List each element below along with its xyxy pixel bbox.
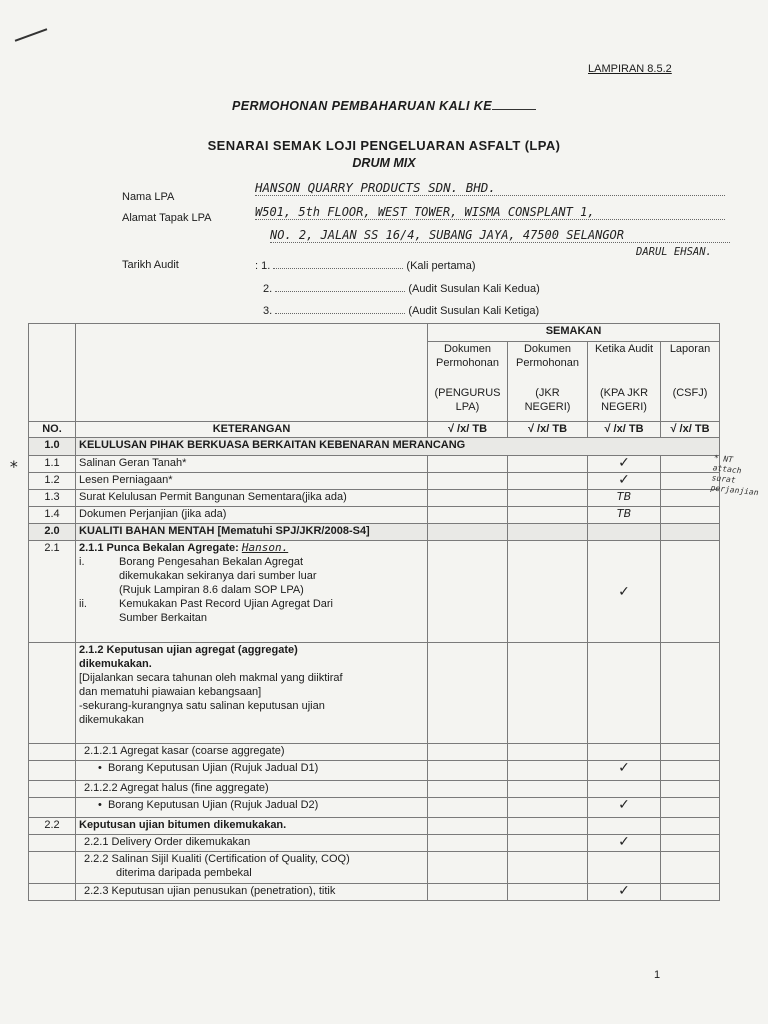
lampiran-label: LAMPIRAN 8.5.2 bbox=[588, 63, 672, 75]
header-row-top bbox=[29, 342, 720, 386]
table-row: 2.2.3 Keputusan ujian penusukan (penetration), titik ✓ bbox=[29, 884, 720, 901]
audit-1-text: (Kali pertama) bbox=[406, 260, 476, 272]
alamat-line3: DARUL EHSAN. bbox=[636, 246, 712, 258]
header-row-sub bbox=[29, 386, 720, 422]
audit-2-blank bbox=[275, 282, 405, 292]
col4-sub: (CSFJ) bbox=[661, 386, 720, 422]
item-lesen-perniagaan: Lesen Perniagaan* bbox=[76, 473, 428, 490]
audit-2-text: (Audit Susulan Kali Kedua) bbox=[408, 283, 540, 295]
col3-sub: (KPA JKR NEGERI) bbox=[588, 386, 661, 422]
table-row: • Borang Keputusan Ujian (Rujuk Jadual D1) ✓ bbox=[29, 761, 720, 781]
nama-lpa-value: HANSON QUARRY PRODUCTS SDN. BHD. bbox=[255, 180, 725, 196]
col1-mark-key: √ /x/ TB bbox=[428, 422, 508, 438]
check-mark: ✓ bbox=[588, 835, 661, 852]
check-mark: ✓ bbox=[588, 473, 661, 490]
col2-mark-key: √ /x/ TB bbox=[508, 422, 588, 438]
header-row-semakan bbox=[29, 324, 720, 342]
tarikh-audit-label: Tarikh Audit bbox=[122, 259, 179, 271]
section-1-title: KELULUSAN PIHAK BERKUASA BERKAITAN KEBENARAN MERANCANG bbox=[76, 438, 720, 456]
col-no-header: NO. bbox=[29, 422, 76, 438]
item-dokumen-perjanjian: Dokumen Perjanjian (jika ada) bbox=[76, 507, 428, 524]
semakan-header: SEMAKAN bbox=[428, 324, 720, 342]
punca-bekalan-hand: Hanson. bbox=[241, 541, 289, 554]
table-row: 1.3 Surat Kelulusan Permit Bangunan Sementara(jika ada) TB bbox=[29, 490, 720, 507]
title-sub: DRUM MIX bbox=[352, 156, 416, 170]
title-renewal-text: PERMOHONAN PEMBAHARUAN KALI KE bbox=[232, 99, 492, 113]
punca-bekalan-head: 2.1.1 Punca Bekalan Agregate: bbox=[79, 542, 239, 554]
alamat-line2: NO. 2, JALAN SS 16/4, SUBANG JAYA, 47500 SELANGOR bbox=[270, 228, 730, 243]
section-2-title: KUALITI BAHAN MENTAH [Mematuhi SPJ/JKR/2008-S4] bbox=[76, 524, 428, 541]
check-mark: ✓ bbox=[588, 884, 661, 901]
alamat-line1: W501, 5th FLOOR, WEST TOWER, WISMA CONSPLANT 1, bbox=[255, 205, 725, 220]
col-keterangan-header: KETERANGAN bbox=[76, 422, 428, 438]
section-2-row bbox=[29, 524, 720, 541]
audit-1-blank bbox=[273, 259, 403, 269]
check-mark: ✓ bbox=[588, 456, 661, 473]
audit-1-num: : 1. bbox=[255, 260, 271, 272]
table-row-2-1-1: 2.1 2.1.1 Punca Bekalan Agregate: Hanson. i. Borang Pengesahan Bekalan Agregat dikemukakan sekiranya dari sumber luar (Rujuk Lampiran 8.6 dalam SOP LPA) ii. Kemukakan Past Record Ujian Agregat Dari Sumber Berkaitan ✓ bbox=[29, 541, 720, 643]
col1-top: Dokumen Permohonan bbox=[428, 342, 508, 386]
audit-2-num: 2. bbox=[263, 283, 273, 295]
section-1-row bbox=[29, 438, 720, 456]
item-permit-bangunan: Surat Kelulusan Permit Bangunan Sementara(jika ada) bbox=[76, 490, 428, 507]
pen-scribble bbox=[15, 28, 48, 42]
item-geran-tanah: Salinan Geran Tanah* bbox=[76, 456, 428, 473]
audit-3-num: 3. bbox=[263, 305, 273, 317]
audit-line-3 bbox=[263, 304, 539, 317]
table-row-2-1-2: 2.1.2 Keputusan ujian agregat (aggregate) dikemukakan. [Dijalankan secara tahunan oleh makmal yang diiktiraf dan mematuhi piawaian kebangsaan] -sekurang-kurangnya satu salinan keputusan ujian dikemukakan bbox=[29, 643, 720, 744]
col3-top: Ketika Audit bbox=[588, 342, 661, 386]
col2-top: Dokumen Permohonan bbox=[508, 342, 588, 386]
table-row: 1.1 Salinan Geran Tanah* ✓ bbox=[29, 456, 720, 473]
tb-mark: TB bbox=[588, 490, 661, 507]
audit-3-text: (Audit Susulan Kali Ketiga) bbox=[408, 305, 540, 317]
audit-3-blank bbox=[275, 304, 405, 314]
section-2-no: 2.0 bbox=[29, 524, 76, 541]
alamat-label: Alamat Tapak LPA bbox=[122, 212, 212, 224]
check-mark: ✓ bbox=[588, 798, 661, 818]
nama-lpa-label: Nama LPA bbox=[122, 191, 175, 203]
page-number: 1 bbox=[654, 969, 661, 981]
table-row: 2.2.2 Salinan Sijil Kualiti (Certification of Quality, COQ) diterima daripada pembekal bbox=[29, 852, 720, 884]
col1-sub: (PENGURUS LPA) bbox=[428, 386, 508, 422]
checklist-table bbox=[28, 323, 720, 901]
margin-star: * bbox=[9, 457, 19, 476]
col4-mark-key: √ /x/ TB bbox=[661, 422, 720, 438]
table-row: 2.1.2.2 Agregat halus (fine aggregate) bbox=[29, 781, 720, 798]
audit-line-1 bbox=[255, 259, 476, 272]
title-renewal-blank bbox=[492, 99, 536, 110]
tb-mark: TB bbox=[588, 507, 661, 524]
table-row: 2.2 Keputusan ujian bitumen dikemukakan. bbox=[29, 818, 720, 835]
section-1-no: 1.0 bbox=[29, 438, 76, 456]
margin-note: * NT attach surat perjanjian bbox=[710, 453, 760, 498]
table-row: 2.1.2.1 Agregat kasar (coarse aggregate) bbox=[29, 744, 720, 761]
check-mark: ✓ bbox=[588, 541, 661, 643]
col4-top: Laporan bbox=[661, 342, 720, 386]
table-row: 1.2 Lesen Perniagaan* ✓ bbox=[29, 473, 720, 490]
header-row-labels bbox=[29, 422, 720, 438]
col3-mark-key: √ /x/ TB bbox=[588, 422, 661, 438]
col2-sub: (JKR NEGERI) bbox=[508, 386, 588, 422]
audit-line-2 bbox=[263, 282, 540, 295]
title-renewal bbox=[0, 99, 768, 113]
table-row: 1.4 Dokumen Perjanjian (jika ada) TB bbox=[29, 507, 720, 524]
table-row: • Borang Keputusan Ujian (Rujuk Jadual D2) ✓ bbox=[29, 798, 720, 818]
table-row: 2.2.1 Delivery Order dikemukakan ✓ bbox=[29, 835, 720, 852]
title-main: SENARAI SEMAK LOJI PENGELUARAN ASFALT (LPA) bbox=[207, 138, 561, 153]
check-mark: ✓ bbox=[588, 761, 661, 781]
